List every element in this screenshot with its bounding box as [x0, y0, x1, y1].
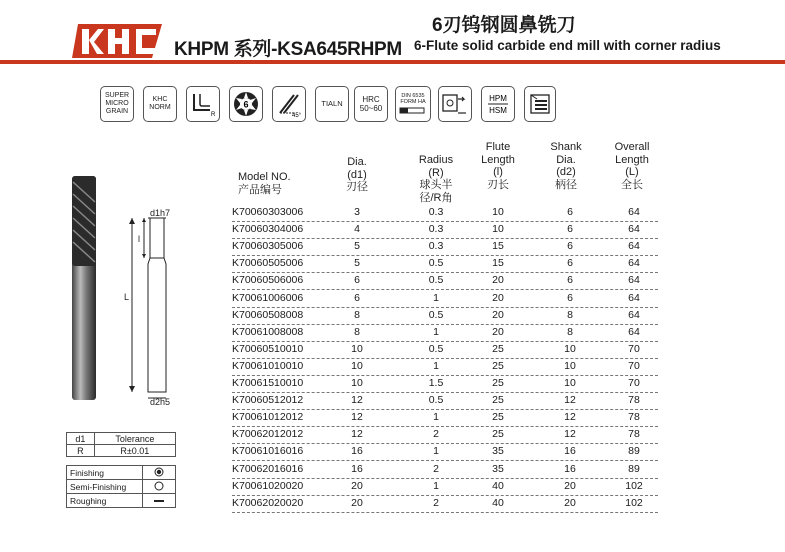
overall-length-cell: 78 — [628, 411, 640, 424]
table-row — [232, 255, 658, 273]
dia-cell: 12 — [351, 411, 363, 424]
flute-length-cell: 20 — [492, 325, 504, 338]
model-number-cell: K70060305006 — [232, 240, 304, 253]
model-number-cell: K70060512012 — [232, 394, 304, 407]
d2-dimension-label: d2h5 — [150, 397, 171, 407]
khc-logo — [72, 16, 168, 62]
series-title: KHPM 系列-KSA645RHPM — [174, 39, 402, 60]
model-number-cell: K70062016016 — [232, 462, 304, 475]
super-micro-grain-icon: SUPER MICRO GRAIN — [100, 86, 134, 122]
radius-cell: 2 — [433, 496, 439, 509]
table-row — [232, 375, 658, 393]
coolant-icon — [524, 86, 556, 122]
tolerance-cell: Tolerance — [94, 433, 175, 445]
shank-dia-cell: 6 — [567, 240, 573, 253]
flute-length-cell: 10 — [492, 223, 504, 236]
flute-length-cell: 35 — [492, 462, 504, 475]
dia-cell: 16 — [351, 462, 363, 475]
overall-length-cell: 78 — [628, 394, 640, 407]
dia-cell: 10 — [351, 359, 363, 372]
radius-cell: 1 — [433, 411, 439, 424]
product-title-cn: 6刃钨钢圆鼻铣刀 — [432, 15, 576, 36]
radius-cell: 0.5 — [428, 308, 444, 321]
machining-legend — [66, 465, 176, 508]
model-number-cell: K70060506006 — [232, 274, 304, 287]
radius-cell: 1.5 — [428, 377, 444, 389]
overall-length-label: L — [124, 292, 130, 302]
dia-cell: 3 — [354, 206, 360, 218]
shank-dia-cell: 6 — [567, 291, 573, 304]
legend-label: Semi-Finishing — [67, 480, 143, 494]
shank-dia-cell: 12 — [564, 394, 576, 407]
overall-length-cell: 89 — [628, 445, 640, 458]
dia-cell: 16 — [351, 445, 363, 458]
radius-cell: 2 — [433, 462, 439, 475]
semi-finishing-icon — [143, 480, 176, 494]
model-number-cell: K70061510010 — [232, 377, 304, 389]
radius-cell: 1 — [433, 325, 439, 338]
radius-cell: 0.5 — [428, 342, 444, 355]
overall-length-cell: 64 — [628, 325, 640, 338]
table-row — [232, 272, 658, 290]
flute-length-cell: 25 — [492, 394, 504, 407]
shank-dia-cell: 16 — [564, 445, 576, 458]
radius-cell: 2 — [433, 428, 439, 441]
model-number-cell: K70061020020 — [232, 479, 304, 492]
flute-length-cell: 35 — [492, 445, 504, 458]
shank-dia-cell: 16 — [564, 462, 576, 475]
svg-text:45°: 45° — [292, 113, 302, 119]
overall-length-cell: 70 — [628, 342, 640, 355]
shank-dia-cell: 6 — [567, 257, 573, 270]
tolerance-cell: R±0.01 — [94, 445, 175, 457]
shank-dia-cell: 8 — [567, 325, 573, 338]
svg-text:6: 6 — [243, 99, 249, 110]
model-number-cell: K70061006006 — [232, 291, 304, 304]
overall-length-cell: 78 — [628, 428, 640, 441]
dia-cell: 20 — [351, 479, 363, 492]
model-number-cell: K70060303006 — [232, 206, 304, 218]
radius-cell: 0.3 — [428, 223, 444, 236]
dia-cell: 8 — [354, 308, 360, 321]
tolerance-cell: d1 — [67, 433, 95, 445]
d1-dimension-label: d1h7 — [150, 208, 171, 218]
overall-length-cell: 64 — [628, 308, 640, 321]
dia-cell: 4 — [354, 223, 360, 236]
shank-dia-cell: 8 — [567, 308, 573, 321]
header-flute-length: Flute Length (l) 刃长 — [481, 141, 515, 191]
dia-cell: 10 — [351, 342, 363, 355]
table-row — [232, 478, 658, 496]
radius-cell: 1 — [433, 445, 439, 458]
table-row — [232, 426, 658, 444]
svg-text:HSM: HSM — [489, 106, 507, 115]
dia-cell: 5 — [354, 240, 360, 253]
machining-direction-icon — [438, 86, 472, 122]
table-row — [232, 307, 658, 325]
flute-length-cell: 15 — [492, 240, 504, 253]
helix-45-icon — [272, 86, 306, 122]
table-row — [232, 409, 658, 427]
model-number-cell: K70061012012 — [232, 411, 304, 424]
model-number-cell: K70061016016 — [232, 445, 304, 458]
dia-cell: 8 — [354, 325, 360, 338]
radius-cell: 0.3 — [428, 206, 444, 218]
flute-length-cell: 40 — [492, 496, 504, 509]
dia-cell: 6 — [354, 291, 360, 304]
header-dia: Dia. (d1) 刃径 — [346, 156, 368, 193]
overall-length-cell: 102 — [625, 496, 643, 509]
shank-dia-cell: 10 — [564, 377, 576, 389]
table-row — [232, 290, 658, 308]
flute-length-label: l — [138, 234, 140, 244]
dia-cell: 6 — [354, 274, 360, 287]
overall-length-cell: 64 — [628, 274, 640, 287]
svg-text:HPM: HPM — [489, 94, 507, 103]
table-row — [232, 324, 658, 342]
din-form-icon: DIN 6535 FORM HA — [395, 86, 431, 122]
tolerance-table — [66, 432, 176, 457]
flute-length-cell: 15 — [492, 257, 504, 270]
dia-cell: 10 — [351, 377, 363, 389]
shank-dia-cell: 12 — [564, 428, 576, 441]
shank-dia-cell: 12 — [564, 411, 576, 424]
flute-length-cell: 10 — [492, 206, 504, 218]
model-number-cell: K70060508008 — [232, 308, 304, 321]
overall-length-cell: 70 — [628, 359, 640, 372]
overall-length-cell: 64 — [628, 223, 640, 236]
product-title-en: 6-Flute solid carbide end mill with corner radius — [414, 38, 721, 53]
header-divider — [0, 60, 785, 64]
table-row — [232, 358, 658, 376]
legend-label: Roughing — [67, 494, 143, 508]
shank-dia-cell: 10 — [564, 359, 576, 372]
header-model: Model NO. 产品编号 — [238, 171, 291, 196]
overall-length-cell: 102 — [625, 479, 643, 492]
flute-length-cell: 20 — [492, 291, 504, 304]
model-number-cell: K70062012012 — [232, 428, 304, 441]
model-number-cell: K70060510010 — [232, 342, 304, 355]
flute-length-cell: 25 — [492, 377, 504, 389]
hrc-icon: HRC 50~60 — [354, 86, 388, 122]
radius-cell: 0.5 — [428, 394, 444, 407]
hpm-hsm-icon — [481, 86, 515, 122]
svg-text:R: R — [211, 112, 216, 118]
shank-dia-cell: 6 — [567, 206, 573, 218]
shank-dia-cell: 20 — [564, 479, 576, 492]
overall-length-cell: 64 — [628, 291, 640, 304]
overall-length-cell: 64 — [628, 240, 640, 253]
flute-length-cell: 25 — [492, 411, 504, 424]
shank-dia-cell: 6 — [567, 223, 573, 236]
khc-norm-icon: KHC NORM — [143, 86, 177, 122]
table-row — [232, 221, 658, 239]
table-row — [232, 341, 658, 359]
flute-length-cell: 25 — [492, 359, 504, 372]
legend-label: Finishing — [67, 466, 143, 480]
model-number-cell: K70060505006 — [232, 257, 304, 270]
overall-length-cell: 64 — [628, 257, 640, 270]
flute-length-cell: 25 — [492, 342, 504, 355]
model-number-cell: K70060304006 — [232, 223, 304, 236]
shank-dia-cell: 6 — [567, 274, 573, 287]
radius-cell: 0.5 — [428, 274, 444, 287]
six-flute-icon — [229, 86, 263, 122]
radius-cell: 1 — [433, 291, 439, 304]
table-row — [232, 238, 658, 256]
shank-dia-cell: 20 — [564, 496, 576, 509]
dia-cell: 12 — [351, 394, 363, 407]
header-overall-length: Overall Length (L) 全长 — [614, 141, 650, 191]
shank-dia-cell: 10 — [564, 342, 576, 355]
radius-cell: 0.5 — [428, 257, 444, 270]
flute-length-cell: 20 — [492, 308, 504, 321]
table-row — [232, 392, 658, 410]
roughing-icon — [143, 494, 176, 508]
tialn-coating-icon: TIALN — [315, 86, 349, 122]
header-radius: Radius (R) 球头半 径/R角 — [418, 154, 454, 204]
end-mill-image — [64, 172, 104, 404]
overall-length-cell: 70 — [628, 377, 640, 389]
table-row — [232, 443, 658, 461]
tolerance-cell: R — [67, 445, 95, 457]
overall-length-cell: 64 — [628, 206, 640, 218]
model-number-cell: K70061010010 — [232, 359, 304, 372]
radius-cell: 1 — [433, 479, 439, 492]
dimension-drawing — [120, 206, 200, 406]
table-row — [232, 495, 658, 513]
corner-radius-icon — [186, 86, 220, 122]
flute-length-cell: 20 — [492, 274, 504, 287]
radius-cell: 1 — [433, 359, 439, 372]
model-number-cell: K70061008008 — [232, 325, 304, 338]
dia-cell: 5 — [354, 257, 360, 270]
table-row — [232, 461, 658, 479]
model-number-cell: K70062020020 — [232, 496, 304, 509]
finishing-icon — [143, 466, 176, 480]
dia-cell: 20 — [351, 496, 363, 509]
flute-length-cell: 25 — [492, 428, 504, 441]
radius-cell: 0.3 — [428, 240, 444, 253]
flute-length-cell: 40 — [492, 479, 504, 492]
table-row — [232, 204, 658, 222]
header-shank-dia: Shank Dia. (d2) 柄径 — [550, 141, 582, 191]
overall-length-cell: 89 — [628, 462, 640, 475]
dia-cell: 12 — [351, 428, 363, 441]
